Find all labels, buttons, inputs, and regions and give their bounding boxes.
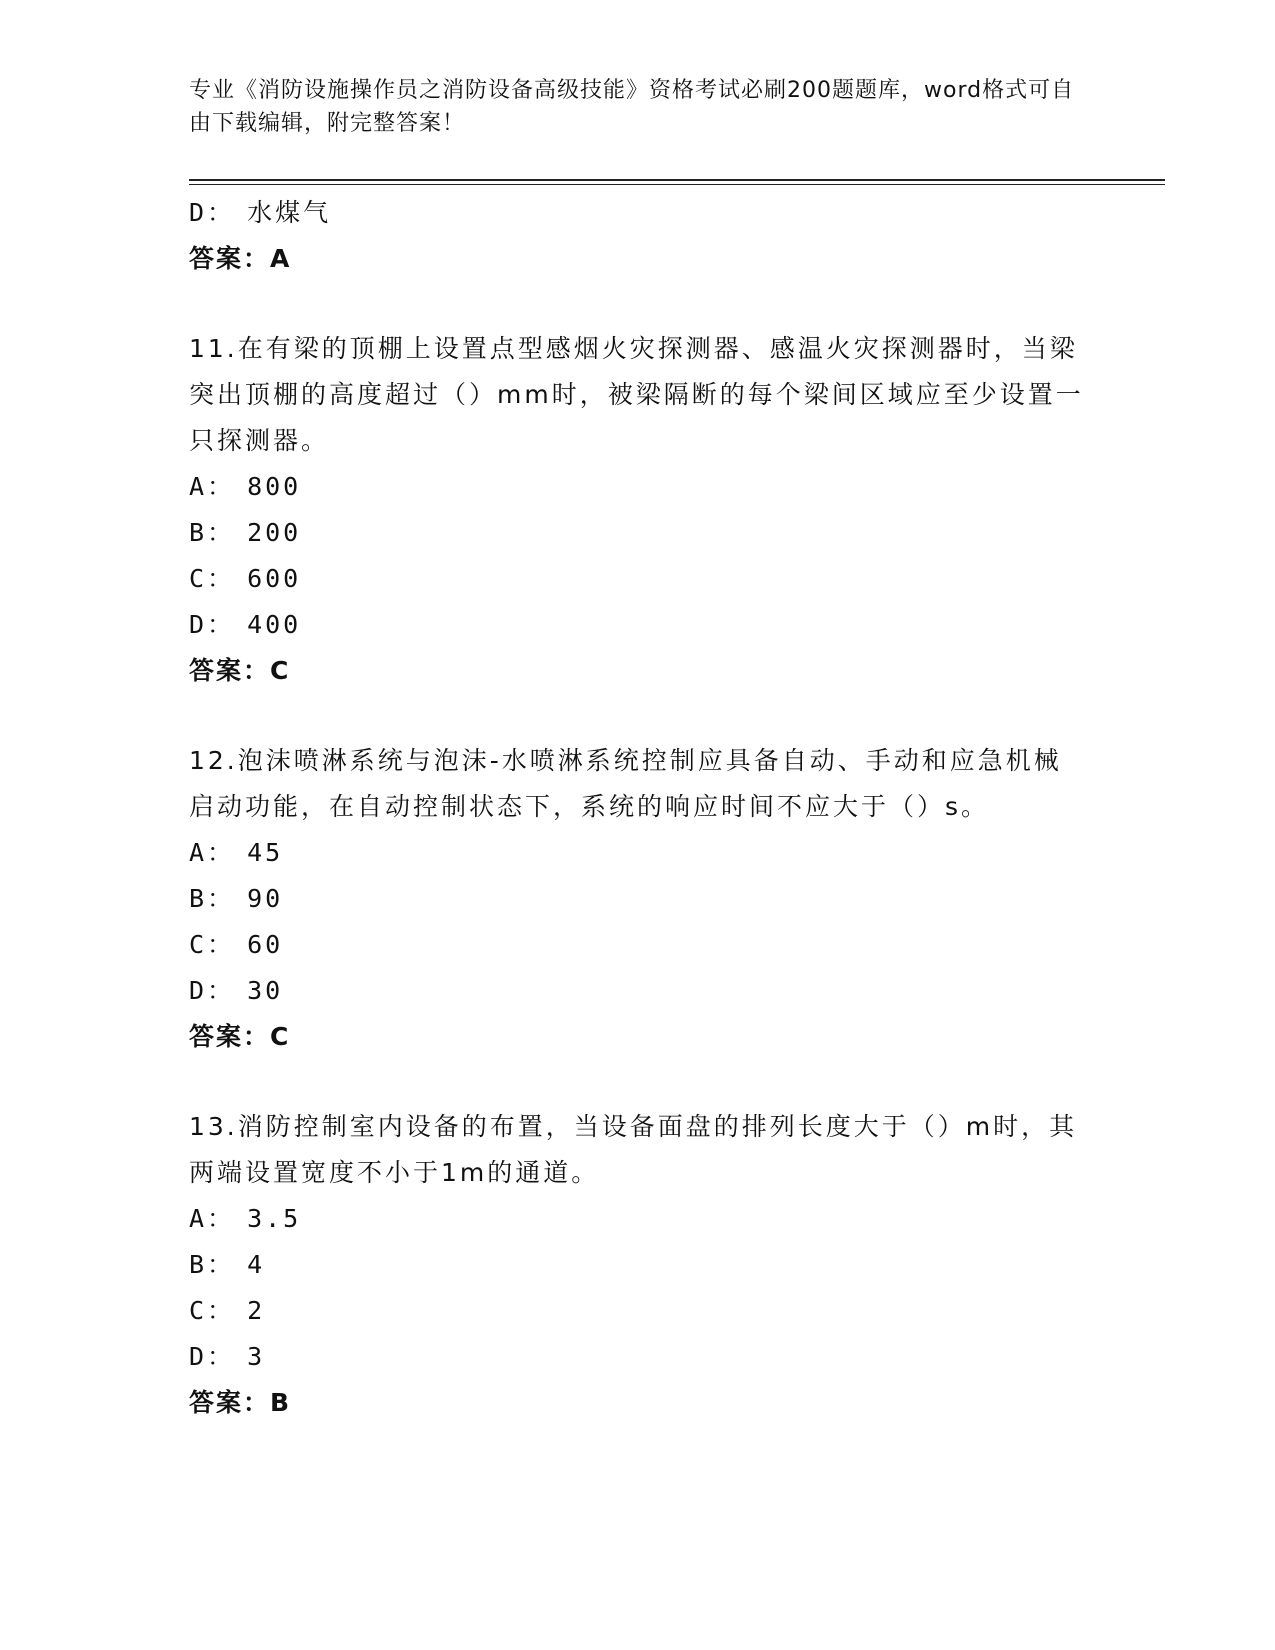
option-value: 45 (247, 838, 284, 867)
option-a (189, 464, 1089, 510)
option-label: B： (189, 1250, 236, 1279)
option-value: 200 (247, 518, 302, 547)
option-b (189, 1242, 1089, 1288)
answer-line: 答案：C (189, 1022, 291, 1051)
question-block-12 (189, 738, 1089, 1060)
option-label: C： (189, 930, 236, 959)
question-block-11 (189, 326, 1089, 694)
option-label: D： (189, 610, 236, 639)
option-value: 600 (247, 564, 302, 593)
option-value: 水煤气 (247, 198, 332, 227)
document-header: 专业《消防设施操作员之消防设备高级技能》资格考试必刷200题题库，word格式可自由下载编辑，附完整答案！ (189, 78, 1075, 136)
option-value: 400 (247, 610, 302, 639)
option-label: D： (189, 976, 236, 1005)
question-stem: 13.消防控制室内设备的布置，当设备面盘的排列长度大于（）m时，其两端设置宽度不小于1m的通道。 (189, 1112, 1078, 1187)
answer-line: 答案：B (189, 1388, 292, 1417)
option-label: A： (189, 472, 236, 501)
option-label: C： (189, 564, 236, 593)
option-a (189, 830, 1089, 876)
header-rule-thick (189, 179, 1165, 181)
option-c (189, 1288, 1089, 1334)
header-rule-thin (189, 184, 1165, 185)
question-stem: 11.在有梁的顶棚上设置点型感烟火灾探测器、感温火灾探测器时，当梁突出顶棚的高度超过（）mm时，被梁隔断的每个梁间区域应至少设置一只探测器。 (189, 334, 1084, 455)
option-b (189, 510, 1089, 556)
question-stem: 12.泡沫喷淋系统与泡沫-水喷淋系统控制应具备自动、手动和应急机械启动功能，在自动控制状态下，系统的响应时间不应大于（）s。 (189, 746, 1062, 821)
option-value: 60 (247, 930, 284, 959)
option-label: B： (189, 884, 236, 913)
option-value: 800 (247, 472, 302, 501)
option-value: 30 (247, 976, 284, 1005)
option-value: 3 (247, 1342, 266, 1371)
leading-option-d (189, 190, 1089, 236)
question-content (189, 190, 1089, 1426)
option-label: B： (189, 518, 236, 547)
option-c (189, 922, 1089, 968)
option-value: 3.5 (247, 1204, 302, 1233)
leading-answer: 答案：A (189, 244, 292, 273)
option-value: 2 (247, 1296, 266, 1325)
option-label: A： (189, 838, 236, 867)
option-c (189, 556, 1089, 602)
option-label: D： (189, 198, 236, 227)
option-label: A： (189, 1204, 236, 1233)
option-d (189, 1334, 1089, 1380)
option-value: 90 (247, 884, 284, 913)
option-b (189, 876, 1089, 922)
option-d (189, 968, 1089, 1014)
question-block-13 (189, 1104, 1089, 1426)
option-value: 4 (247, 1250, 266, 1279)
option-label: C： (189, 1296, 236, 1325)
answer-line: 答案：C (189, 656, 291, 685)
option-label: D： (189, 1342, 236, 1371)
option-d (189, 602, 1089, 648)
option-a (189, 1196, 1089, 1242)
